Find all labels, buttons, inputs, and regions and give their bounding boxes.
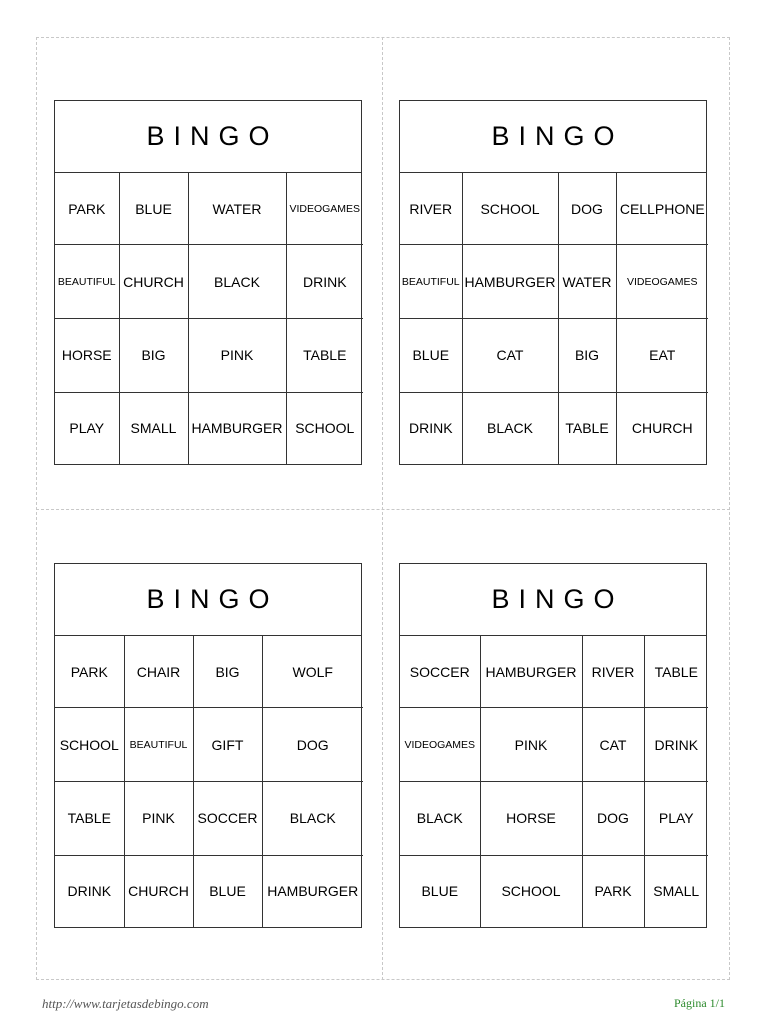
grid-cell: SCHOOL	[462, 173, 558, 245]
grid-cell: BIG	[193, 636, 262, 708]
grid-cell: HAMBURGER	[262, 855, 363, 927]
grid-cell: DRINK	[55, 855, 124, 927]
grid-cell: SMALL	[119, 392, 188, 464]
bingo-grid	[55, 636, 363, 927]
cut-line-horizontal	[36, 509, 730, 510]
grid-cell: WATER	[558, 245, 616, 319]
grid-cell: HORSE	[55, 318, 119, 392]
grid-cell: BEAUTIFUL	[124, 708, 193, 782]
grid-cell: DRINK	[400, 392, 462, 464]
grid-cell: BLUE	[400, 318, 462, 392]
grid-row	[400, 855, 708, 927]
page-number: Página 1/1	[674, 996, 725, 1010]
bingo-card-3	[54, 563, 362, 928]
grid-cell: CAT	[462, 318, 558, 392]
grid-cell: GIFT	[193, 708, 262, 782]
bingo-card-2	[399, 100, 707, 465]
card-title: BINGO	[55, 101, 361, 173]
grid-row	[55, 636, 363, 708]
bingo-card-4	[399, 563, 707, 928]
grid-cell: TABLE	[558, 392, 616, 464]
grid-row	[400, 245, 708, 319]
grid-cell: CELLPHONE	[616, 173, 708, 245]
grid-cell: TABLE	[286, 318, 363, 392]
grid-row	[400, 392, 708, 464]
grid-row	[55, 173, 363, 245]
grid-cell: VIDEOGAMES	[286, 173, 363, 245]
grid-row	[400, 781, 708, 855]
grid-cell: CAT	[582, 708, 644, 782]
bingo-grid	[55, 173, 363, 464]
grid-cell: DOG	[262, 708, 363, 782]
grid-cell: BLUE	[119, 173, 188, 245]
grid-cell: PLAY	[644, 781, 708, 855]
grid-cell: HAMBURGER	[188, 392, 286, 464]
grid-row	[55, 318, 363, 392]
card-title: BINGO	[400, 101, 706, 173]
grid-cell: BLACK	[188, 245, 286, 319]
grid-cell: SCHOOL	[286, 392, 363, 464]
grid-cell: SCHOOL	[55, 708, 124, 782]
grid-cell: PINK	[480, 708, 582, 782]
grid-cell: EAT	[616, 318, 708, 392]
grid-cell: BIG	[558, 318, 616, 392]
grid-cell: CHURCH	[616, 392, 708, 464]
grid-cell: BEAUTIFUL	[400, 245, 462, 319]
grid-cell: HORSE	[480, 781, 582, 855]
grid-cell: CHURCH	[124, 855, 193, 927]
grid-cell: HAMBURGER	[480, 636, 582, 708]
grid-cell: BLUE	[400, 855, 480, 927]
grid-cell: DRINK	[286, 245, 363, 319]
grid-cell: TABLE	[55, 781, 124, 855]
grid-cell: TABLE	[644, 636, 708, 708]
grid-cell: BLACK	[400, 781, 480, 855]
grid-cell: SCHOOL	[480, 855, 582, 927]
grid-cell: PARK	[55, 173, 119, 245]
grid-row	[55, 781, 363, 855]
grid-cell: PLAY	[55, 392, 119, 464]
grid-cell: WATER	[188, 173, 286, 245]
grid-cell: PINK	[124, 781, 193, 855]
bingo-grid	[400, 636, 708, 927]
grid-cell: HAMBURGER	[462, 245, 558, 319]
footer-url[interactable]: http://www.tarjetasdebingo.com	[42, 996, 209, 1011]
grid-row	[400, 636, 708, 708]
grid-cell: BLACK	[262, 781, 363, 855]
grid-cell: RIVER	[400, 173, 462, 245]
grid-row	[55, 392, 363, 464]
grid-cell: PARK	[582, 855, 644, 927]
grid-cell: DRINK	[644, 708, 708, 782]
bingo-card-1	[54, 100, 362, 465]
grid-cell: PINK	[188, 318, 286, 392]
grid-cell: BLUE	[193, 855, 262, 927]
grid-cell: RIVER	[582, 636, 644, 708]
grid-cell: BIG	[119, 318, 188, 392]
grid-cell: CHAIR	[124, 636, 193, 708]
card-title: BINGO	[400, 564, 706, 636]
grid-cell: BEAUTIFUL	[55, 245, 119, 319]
grid-cell: SOCCER	[193, 781, 262, 855]
grid-row	[400, 173, 708, 245]
card-title: BINGO	[55, 564, 361, 636]
grid-cell: VIDEOGAMES	[400, 708, 480, 782]
grid-cell: DOG	[558, 173, 616, 245]
grid-cell: SMALL	[644, 855, 708, 927]
grid-cell: WOLF	[262, 636, 363, 708]
grid-cell: CHURCH	[119, 245, 188, 319]
grid-cell: VIDEOGAMES	[616, 245, 708, 319]
grid-row	[400, 318, 708, 392]
grid-cell: BLACK	[462, 392, 558, 464]
grid-row	[55, 245, 363, 319]
grid-row	[55, 855, 363, 927]
grid-cell: PARK	[55, 636, 124, 708]
grid-cell: DOG	[582, 781, 644, 855]
grid-cell: SOCCER	[400, 636, 480, 708]
bingo-grid	[400, 173, 708, 464]
grid-row	[400, 708, 708, 782]
grid-row	[55, 708, 363, 782]
